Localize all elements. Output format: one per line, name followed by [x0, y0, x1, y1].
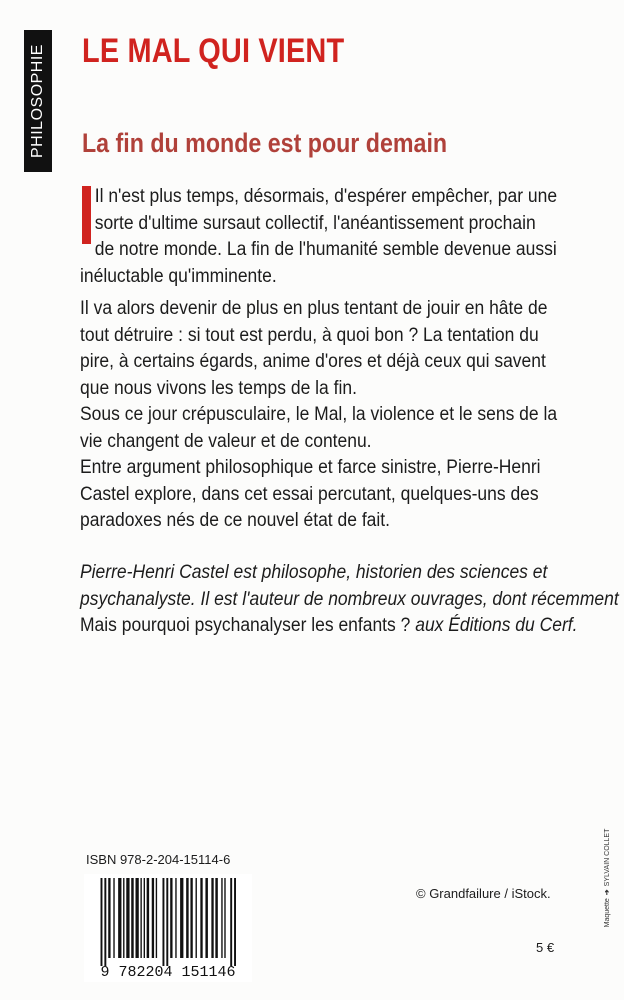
- barcode-bar: [101, 878, 103, 966]
- body-line: Castel explore, dans cet essai percutant, quelques-uns des: [80, 483, 539, 505]
- barcode-bar: [147, 878, 149, 958]
- isbn: ISBN 978-2-204-15114-6: [86, 852, 231, 867]
- body-paragraphs: [80, 296, 558, 535]
- photo-credit: © Grandfailure / iStock.: [416, 886, 551, 901]
- maquette-label: Maquette: [604, 898, 611, 928]
- barcode-bar: [152, 878, 154, 958]
- body-line: Il va alors devenir de plus en plus tentant de jouir en hâte de: [80, 298, 548, 319]
- barcode-bar: [144, 878, 145, 958]
- barcode-bar: [190, 878, 192, 958]
- book-subtitle: La fin du monde est pour demain: [82, 128, 448, 158]
- intro-line: inéluctable qu'imminente.: [80, 265, 277, 287]
- barcode-bar: [118, 878, 121, 958]
- body-line: tout détruire : si tout est perdu, à quoi bon ? La tentation du: [80, 324, 539, 346]
- barcode-bar: [170, 878, 172, 958]
- barcode-bar: [166, 878, 168, 966]
- barcode-bar: [186, 878, 188, 958]
- barcode-bar: [224, 878, 225, 958]
- barcode-bar: [205, 878, 207, 958]
- barcode-bar: [180, 878, 183, 958]
- body-line: vie changent de valeur et de contenu.: [80, 430, 372, 452]
- barcode-bar: [234, 878, 236, 966]
- price: 5 €: [536, 940, 555, 955]
- arrow-icon: ➔: [604, 889, 611, 896]
- barcode: [84, 874, 252, 982]
- barcode-bar: [162, 878, 164, 966]
- designer-name: SYLVAIN COLLET: [604, 828, 611, 887]
- barcode-digits: 9 782204 151146: [100, 964, 236, 981]
- barcode-bar: [196, 878, 197, 958]
- barcode-bar: [221, 878, 222, 958]
- barcode-bar: [211, 878, 213, 958]
- barcode-bar: [215, 878, 217, 958]
- intro-line: Il n'est plus temps, désormais, d'espérer empêcher, par une: [94, 186, 558, 207]
- barcode-bar: [200, 878, 202, 958]
- bio-line: [80, 613, 578, 640]
- barcode-bar: [175, 878, 176, 958]
- barcode-bar: [113, 878, 114, 958]
- barcode-bar: [126, 878, 129, 958]
- barcode-bar: [131, 878, 133, 958]
- bio-line: Pierre-Henri Castel est philosophe, historien des sciences et: [80, 562, 548, 583]
- cited-book-title: Mais pourquoi psychanalyser les enfants ?: [80, 615, 411, 636]
- barcode-bar: [123, 878, 124, 958]
- barcode-bar: [108, 878, 110, 958]
- barcode-bar: [156, 878, 157, 958]
- barcode-bar: [135, 878, 138, 958]
- barcode-bar: [230, 878, 232, 966]
- intro-line: sorte d'ultime sursaut collectif, l'anéantissement prochain: [94, 212, 536, 234]
- design-credit: [603, 829, 611, 928]
- intro-line: de notre monde. La fin de l'humanité semble devenue aussi: [94, 239, 557, 260]
- barcode-bar: [104, 878, 106, 966]
- barcode-bar: [140, 878, 141, 958]
- body-line: Sous ce jour crépusculaire, le Mal, la violence et le sens de la: [80, 404, 558, 425]
- body-line: que nous vivons les temps de la fin.: [80, 377, 357, 399]
- bio-line: psychanalyste. Il est l'auteur de nombreux ouvrages, dont récemment: [80, 588, 619, 610]
- author-bio: [80, 560, 619, 640]
- category-label: PHILOSOPHIE: [29, 44, 46, 158]
- intro-paragraph: [80, 184, 558, 290]
- body-line: paradoxes nés de ce nouvel état de fait.: [80, 510, 390, 531]
- publisher-text: aux Éditions du Cerf.: [410, 615, 578, 636]
- body-line: pire, à certains égards, anime d'ores et déjà ceux qui savent: [80, 351, 546, 372]
- book-title: LE MAL QUI VIENT: [82, 32, 345, 70]
- body-line: Entre argument philosophique et farce sinistre, Pierre-Henri: [80, 457, 541, 478]
